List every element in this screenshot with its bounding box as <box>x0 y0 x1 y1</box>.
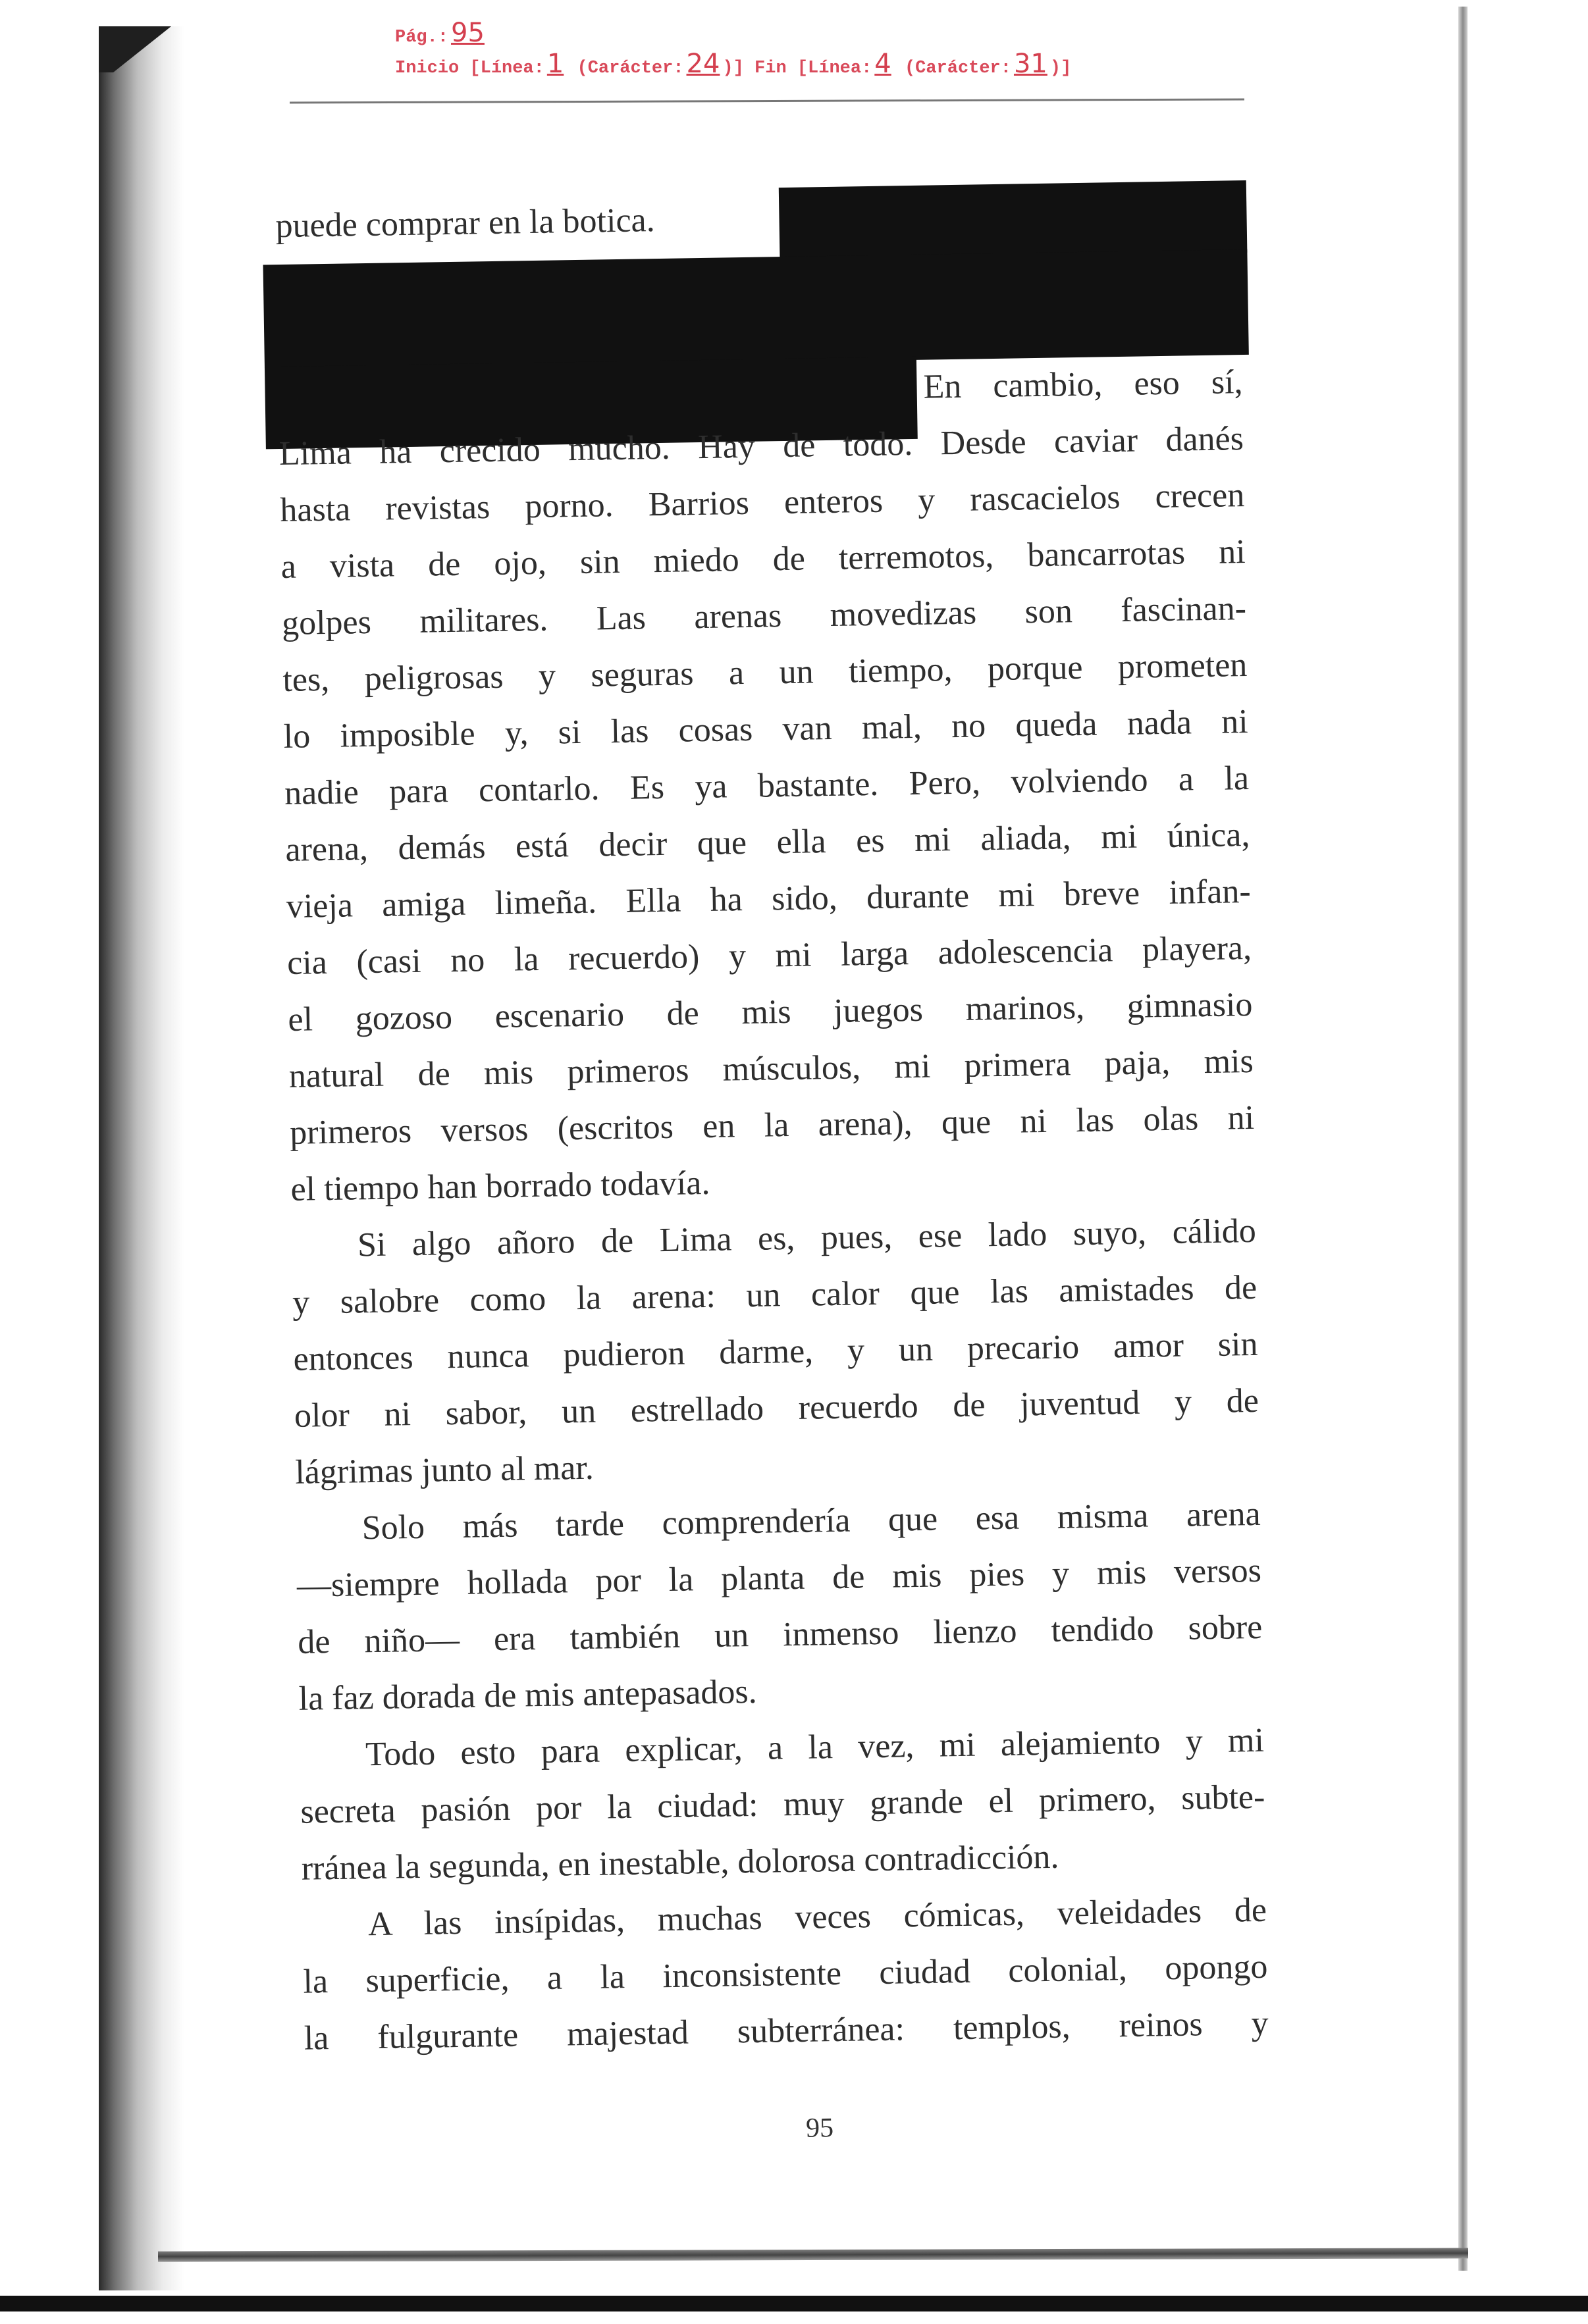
text-line: —siempre hollada por la planta de mis pies y mis versos <box>296 1551 1262 1605</box>
text-line: Todo esto para explicar, a la vez, mi alejamiento y mi <box>365 1721 1265 1774</box>
text-line: rránea la segunda, en inestable, dolorosa contradicción. <box>301 1838 1059 1888</box>
text-line: secreta pasión por la ciudad: muy grande el primero, subte- <box>300 1778 1265 1831</box>
text-line: lágrimas junto al mar. <box>294 1449 595 1491</box>
text-line: arena, demás está decir que ella es mi aliada, mi única, <box>285 815 1250 869</box>
stamp-fin-label: Fin [Línea: <box>754 59 872 78</box>
stamp-inicio-linea: 1 <box>546 49 564 79</box>
text-line: golpes militares. Las arenas movedizas son fascinan- <box>281 590 1247 643</box>
text-line: Si algo añoro de Lima es, pues, ese lado suyo, cálido <box>357 1212 1257 1264</box>
text-line: hasta revistas porno. Barrios enteros y rascacielos crecen <box>279 477 1245 530</box>
text-line: a vista de ojo, sin miedo de terremotos, bancarrotas ni <box>280 533 1246 586</box>
text-line: lo imposible y, si las cosas van mal, no queda nada ni <box>283 703 1249 756</box>
text-line: y salobre como la arena: un calor que las amistades de <box>292 1268 1257 1322</box>
text-line: entonces nunca pudieron darme, y un precario amor sin <box>293 1325 1258 1378</box>
text-line: natural de mis primeros músculos, mi primera paja, mis <box>288 1042 1254 1095</box>
text-line: el tiempo han borrado todavía. <box>290 1164 710 1208</box>
text-line: A las insípidas, muchas veces cómicas, veleidades de <box>367 1891 1267 1944</box>
stamp-fin-caracter-label: (Carácter: <box>904 59 1011 78</box>
text-line: nadie para contarlo. Es ya bastante. Pero, volviendo a la <box>284 759 1250 812</box>
text-line: de niño— era también un inmenso lienzo tendido sobre <box>297 1608 1263 1661</box>
redaction-block <box>263 249 1249 370</box>
text-line: olor ni sabor, un estrellado recuerdo de juventud y de <box>294 1381 1259 1435</box>
text-line: cia (casi no la recuerdo) y mi larga adolescencia playera, <box>286 929 1252 982</box>
text-line: Solo más tarde comprendería que esa misma arena <box>361 1495 1261 1547</box>
stamp-inicio-caracter: 24 <box>686 49 720 79</box>
text-line: puede comprar en la botica. <box>275 201 656 245</box>
stamp-inicio-caracter-label: (Carácter: <box>577 59 684 78</box>
stamp-inicio-close: )] <box>722 59 744 78</box>
text-line: Lima ha crecido mucho. Hay de todo. Desde caviar danés <box>278 420 1244 473</box>
text-line: el gozoso escenario de mis juegos marinos, gimnasio <box>288 985 1253 1039</box>
text-line: primeros versos (escritos en la arena), que ni las olas ni <box>289 1098 1255 1152</box>
stamp-fin-linea: 4 <box>874 49 891 79</box>
text-line: la fulgurante majestad subterránea: templos, reinos y <box>304 2004 1269 2057</box>
stamp-fin-caracter: 31 <box>1013 49 1047 79</box>
redaction-block <box>779 180 1248 260</box>
text-line: En cambio, eso sí, <box>923 363 1243 406</box>
stamp-fin-close: )] <box>1049 59 1072 78</box>
stamp-pag-label: Pág.: <box>395 28 449 47</box>
page-number: 95 <box>805 2113 834 2144</box>
text-line: la superficie, a la inconsistente ciudad colonial, opongo <box>303 1948 1268 2001</box>
text-line: vieja amiga limeña. Ella ha sido, durante mi breve infan- <box>286 872 1252 925</box>
stamp-pag-value: 95 <box>451 18 485 48</box>
text-line: la faz dorada de mis antepasados. <box>298 1672 758 1718</box>
stamp-inicio-label: Inicio [Línea: <box>395 59 544 78</box>
text-line: tes, peligrosas y seguras a un tiempo, porque prometen <box>282 646 1248 700</box>
